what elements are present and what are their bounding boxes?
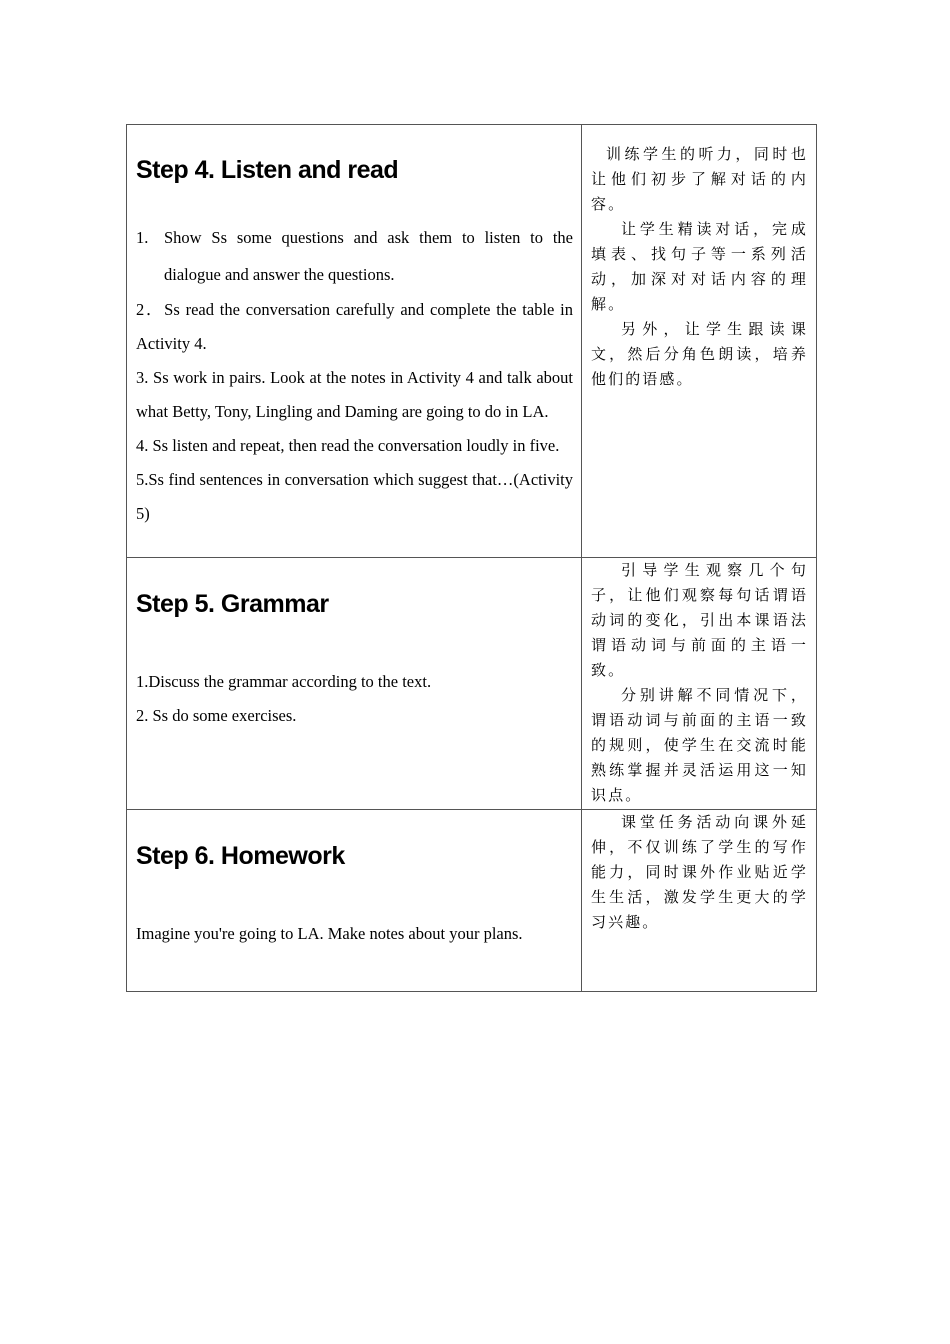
step-4-row — [127, 125, 817, 558]
step-6-row — [127, 810, 817, 992]
step-4-notes-cell — [582, 125, 817, 558]
list-item: 2. Ss do some exercises. — [136, 706, 297, 725]
step-4-title: Step 4. Listen and read — [136, 156, 399, 184]
step-4-list — [136, 219, 573, 531]
step-6-procedure-cell — [127, 810, 582, 992]
step-5-title: Step 5. Grammar — [136, 590, 329, 618]
list-item: 3. Ss work in pairs. Look at the notes in Activity 4 and talk about what Betty, Tony, Lingling and Daming are going to do in LA. — [136, 368, 573, 421]
step-4-procedure-cell — [127, 125, 582, 558]
note-paragraph: 训练学生的听力，同时也让他们初步了解对话的内容。 — [591, 147, 808, 213]
note-paragraph: 课堂任务活动向课外延伸，不仅训练了学生的写作能力，同时课外作业贴近学生生活，激发学生更大的学习兴趣。 — [591, 815, 808, 931]
list-item: 5.Ss find sentences in conversation which suggest that…(Activity 5) — [136, 470, 573, 523]
list-item: 1.Discuss the grammar according to the text. — [136, 672, 432, 691]
step-6-notes-cell — [582, 810, 817, 992]
list-item: 1. Show Ss some questions and ask them to listen to the dialogue and answer the questions. — [136, 228, 573, 284]
list-item: Imagine you're going to LA. Make notes about your plans. — [136, 924, 523, 943]
step-5-list — [136, 665, 573, 733]
step-5-procedure-cell — [127, 558, 582, 810]
step-5-row — [127, 558, 817, 810]
step-6-list — [136, 917, 573, 951]
lesson-plan-table — [126, 124, 817, 992]
note-paragraph: 引导学生观察几个句子，让他们观察每句话谓语动词的变化，引出本课语法谓语动词与前面的主语一致。 — [591, 563, 808, 679]
list-item: 2．Ss read the conversation carefully and complete the table in Activity 4. — [136, 300, 574, 353]
note-paragraph: 分别讲解不同情况下，谓语动词与前面的主语一致的规则，使学生在交流时能熟练掌握并灵活运用这一知识点。 — [591, 688, 808, 804]
note-paragraph: 另外，让学生跟读课文，然后分角色朗读，培养他们的语感。 — [591, 322, 808, 388]
list-item: 4. Ss listen and repeat, then read the conversation loudly in five. — [136, 436, 560, 455]
step-5-notes-cell — [582, 558, 817, 810]
note-paragraph: 让学生精读对话，完成填表、找句子等一系列活动，加深对对话内容的理解。 — [591, 222, 808, 313]
step-6-title: Step 6. Homework — [136, 842, 345, 870]
